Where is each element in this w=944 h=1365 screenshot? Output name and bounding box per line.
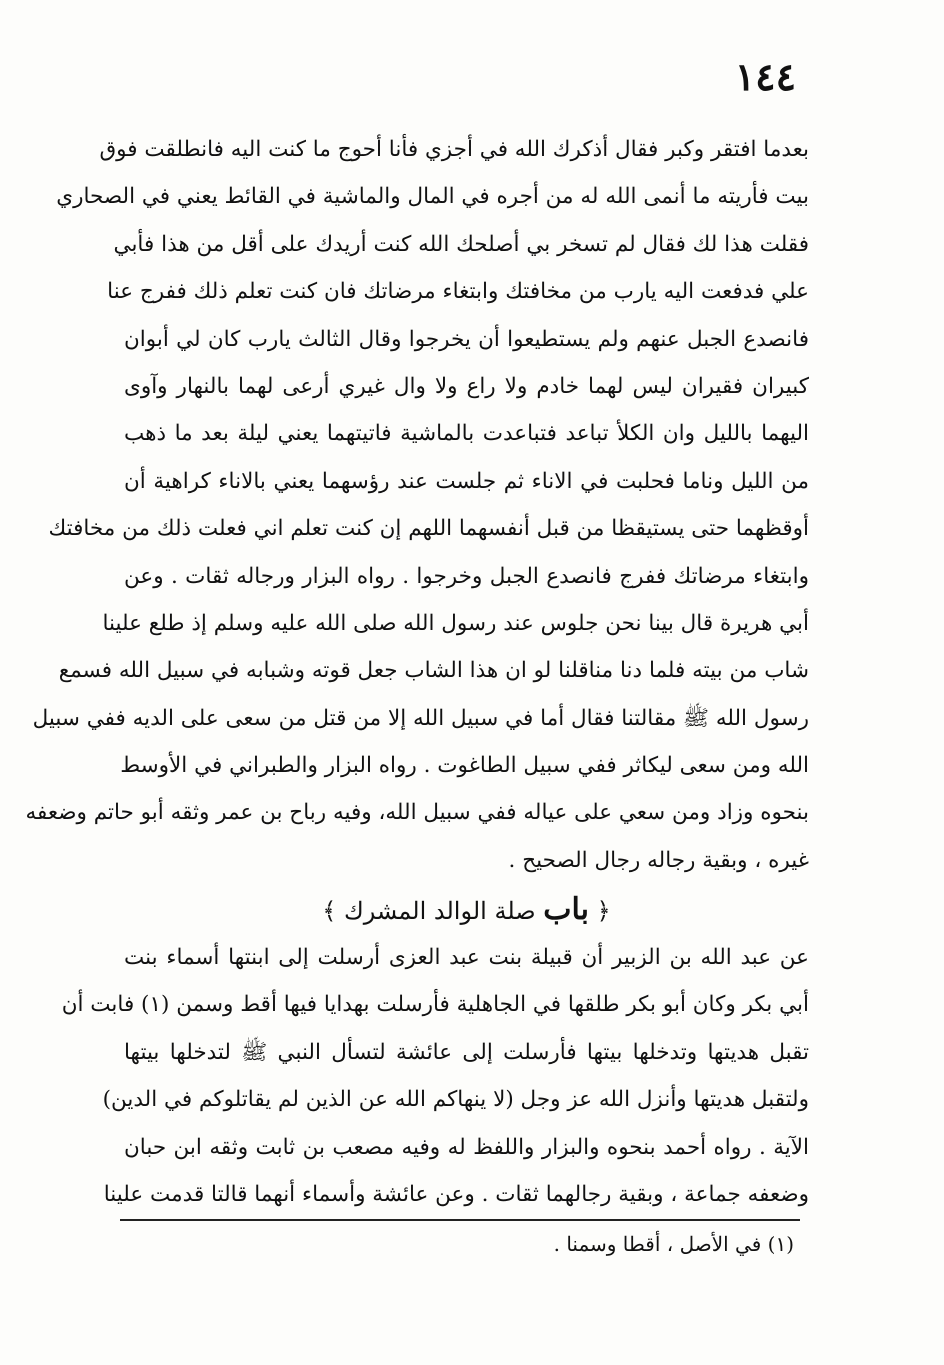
text-line: بعدما افتقر وكبر فقال أذكرك الله في أجزي فأنا أحوج ما كنت اليه فانطلقت فوق bbox=[99, 137, 809, 162]
text-line: غيره ، وبقية رجاله رجال الصحيح . bbox=[508, 847, 809, 873]
heading-close-bracket: ﴾ bbox=[322, 897, 337, 925]
text-line: علي فدفعت اليه يارب من مخافتك وابتغاء مرضاتك فان كنت تعلم ذلك ففرج عنا bbox=[107, 279, 809, 305]
text-line: كبيران فقيران ليس لهما خادم ولا راع ولا وال غيري أرعى لهما بالنهار وآوى bbox=[124, 373, 809, 399]
text-line: الآية . رواه أحمد بنحوه والبزار واللفظ له وفيه مصعب بن ثابت وثقه ابن حبان bbox=[124, 1134, 809, 1160]
text-line: ولتقبل هديتها وأنزل الله عز وجل (لا ينهاكم الله عن الذين لم يقاتلوكم في الدين) bbox=[102, 1087, 809, 1113]
text-line: الله ومن سعى ليكاثر ففي سبيل الطاغوت . رواه البزار والطبراني في الأوسط bbox=[120, 753, 809, 779]
text-line: بنحوه وزاد ومن سعي على عياله ففي سبيل الله، وفيه رباح بن عمر وثقه أبو حاتم وضعفه bbox=[25, 800, 809, 826]
section-heading bbox=[124, 884, 809, 936]
main-paragraph bbox=[25, 126, 809, 884]
text-line: فانصدع الجبل عنهم ولم يستطيعوا أن يخرجوا وقال الثالث يارب كان لي أبوان bbox=[124, 326, 809, 352]
text-line: عن عبد الله بن الزبير أن قبيلة بنت عبد العزى أرسلت إلى ابنتها أسماء بنت bbox=[124, 945, 809, 970]
footnote-divider bbox=[120, 1219, 800, 1221]
text-line: رسول الله ﷺ مقالتنا فقال أما في سبيل الله إلا من قتل من سعى على الديه ففي سبيل bbox=[32, 705, 809, 731]
text-line: تقبل هديتها وتدخلها بيتها فأرسلت إلى عائشة لتسأل النبي ﷺ لتدخلها بيتها bbox=[124, 1039, 809, 1065]
text-line: اليهما بالليل وان الكلأ تباعد فتباعدت بالماشية فاتيتهما يعني ليلة بعد ما ذهب bbox=[124, 421, 809, 447]
heading-title: صلة الوالد المشرك bbox=[343, 897, 536, 925]
text-line: أبي بكر وكان أبو بكر طلقها في الجاهلية فأرسلت بهدايا فيها أقط وسمن (١) فابت أن bbox=[61, 992, 809, 1018]
text-line: شاب من بيته فلما دنا مناقلنا لو ان هذا الشاب جعل قوته وشبابه في سبيل الله فسمع bbox=[58, 658, 809, 684]
second-paragraph bbox=[61, 934, 809, 1218]
text-line: وضعفه جماعة ، وبقية رجالهما ثقات . وعن عائشة وأسماء أنهما قالتا قدمت علينا bbox=[103, 1181, 809, 1207]
text-line: بيت فأريته ما أنمى الله له من أجره في المال والماشية في القائط يعني في الصحاري bbox=[56, 184, 809, 210]
text-line: فقلت هذا لك فقال لم تسخر بي أصلحك الله كنت أريدك على أقل من هذا فأبي bbox=[113, 231, 809, 257]
heading-bab: باب bbox=[543, 892, 590, 927]
page-number: ١٤٤ bbox=[734, 54, 796, 99]
text-line: أبي هريرة قال بينا نحن جلوس عند رسول الله صلى الله عليه وسلم إذ طلع علينا bbox=[102, 610, 809, 636]
footnote: (١) في الأصل ، أقطا وسمنا . bbox=[553, 1232, 794, 1256]
text-line: من الليل وناما فحلبت في الاناء ثم جلست عند رؤسهما يعني بالاناء كراهية أن bbox=[124, 468, 809, 494]
heading-open-bracket: ﴿ bbox=[596, 897, 611, 925]
text-line: وابتغاء مرضاتك ففرج فانصدع الجبل وخرجوا . رواه البزار ورجاله ثقات . وعن bbox=[124, 563, 809, 589]
text-line: أوقظهما حتى يستيقظا من قبل أنفسهما اللهم إن كنت تعلم اني فعلت ذلك من مخافتك bbox=[48, 516, 809, 542]
